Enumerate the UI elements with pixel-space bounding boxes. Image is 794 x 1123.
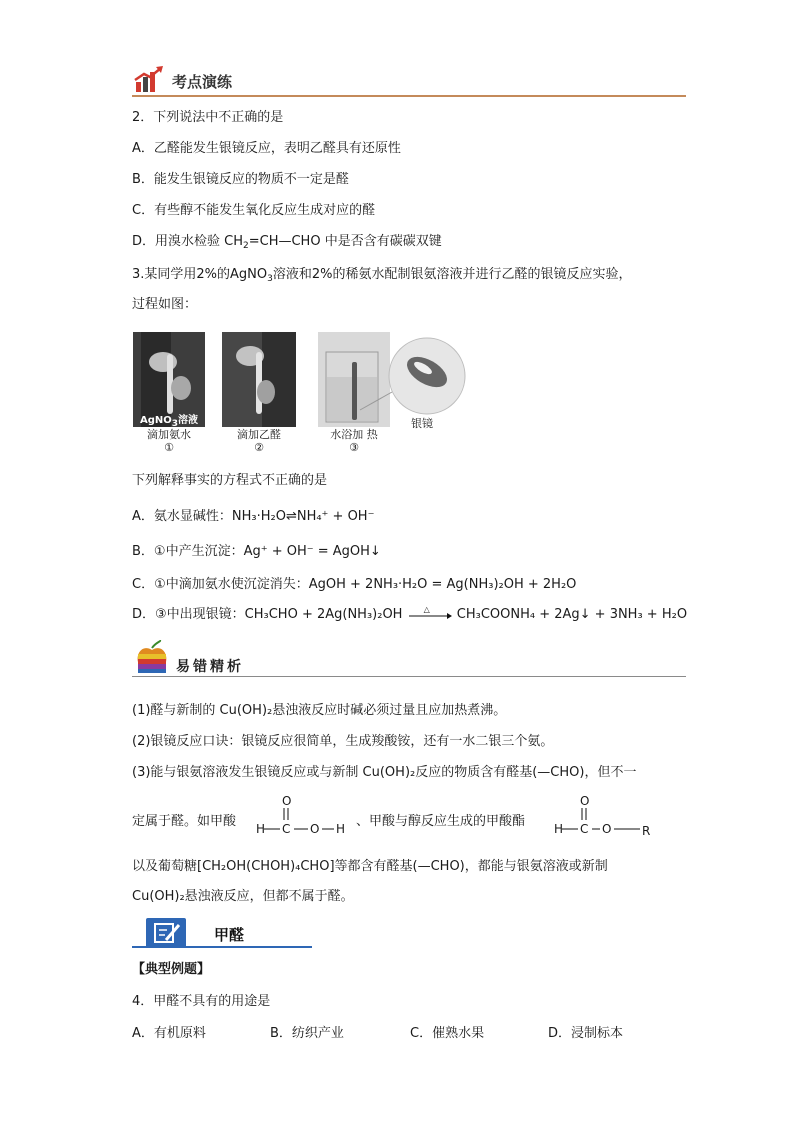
q4-stem: 4．甲醛不具有的用途是 bbox=[132, 994, 271, 1009]
note-1: (1)醛与新制的 Cu(OH)₂悬浊液反应时碱必须过量且应加热煮沸。 bbox=[132, 703, 507, 718]
q4-option-a: A．有机原料 bbox=[132, 1026, 206, 1041]
section-divider bbox=[132, 946, 312, 948]
q2-option-b: B．能发生银镜反应的物质不一定是醛 bbox=[132, 172, 349, 187]
caption-silver-mirror: 银镜 bbox=[411, 417, 433, 430]
chart-growth-icon bbox=[134, 66, 164, 94]
note-3-line4: Cu(OH)₂悬浊液反应，但都不属于醛。 bbox=[132, 889, 354, 904]
pencil-note-icon bbox=[152, 920, 182, 946]
note-3-line2-mid: 、甲酸与醇反应生成的甲酸酯 bbox=[356, 814, 526, 829]
section-title: 考点演练 bbox=[172, 73, 233, 91]
q4-option-d: D．浸制标本 bbox=[548, 1026, 624, 1041]
caption-num3: ③ bbox=[349, 441, 359, 454]
note-3-line3: 以及葡萄糖[CH₂OH(CHOH)₄CHO]等都含有醛基(—CHO)，都能与银氨溶液或新制 bbox=[132, 859, 608, 874]
section-title: 易错精析 bbox=[176, 659, 244, 675]
ester-h: H bbox=[554, 822, 564, 836]
formic-h1: H bbox=[256, 822, 266, 836]
section-divider bbox=[132, 95, 686, 97]
caption-num1: ① bbox=[164, 441, 174, 454]
note-3-line2-pre: 定属于醛。如甲酸 bbox=[132, 814, 237, 829]
q3-option-c: C．①中滴加氨水使沉淀消失：AgOH + 2NH₃·H₂O = Ag(NH₃)₂OH + 2H₂O bbox=[132, 577, 577, 592]
heat-arrow bbox=[407, 604, 453, 622]
ester-c: C bbox=[580, 822, 589, 836]
heat-condition: △ bbox=[423, 604, 430, 614]
section-title: 甲醛 bbox=[214, 926, 245, 944]
photo-step1 bbox=[133, 332, 205, 427]
caption-step2: 滴加乙醛 bbox=[237, 428, 281, 441]
apple-icon bbox=[134, 640, 170, 676]
q2-option-d: D．用溴水检验 $CH_2=CH—CHO$ 中是否含有碳碳双键 bbox=[132, 234, 442, 251]
q3-prompt: 下列解释事实的方程式不正确的是 bbox=[132, 473, 328, 488]
caption-num2: ② bbox=[254, 441, 264, 454]
ester-bonds bbox=[550, 808, 650, 836]
q2-option-a: A．乙醛能发生银镜反应，表明乙醛具有还原性 bbox=[132, 141, 401, 156]
ester-o: O bbox=[580, 794, 590, 808]
q3-stem-line2: 过程如图： bbox=[132, 297, 198, 312]
ester-r: R bbox=[642, 824, 651, 838]
q3-option-b: B．①中产生沉淀：Ag⁺ + OH⁻ = AgOH↓ bbox=[132, 544, 381, 559]
caption-step3: 水浴加 热 bbox=[330, 428, 378, 441]
q2-stem: 2．下列说法中不正确的是 bbox=[132, 110, 284, 125]
photo-step3 bbox=[318, 332, 390, 427]
caption-step1: 滴加氨水 bbox=[147, 428, 191, 441]
q2-option-c: C．有些醇不能发生氧化反应生成对应的醛 bbox=[132, 203, 376, 218]
photo-mirror-zoom bbox=[387, 336, 467, 416]
photo-label-agno3: AgNO$_3$溶液 bbox=[139, 415, 199, 429]
example-tag: 【典型例题】 bbox=[132, 962, 211, 977]
section-divider bbox=[132, 676, 686, 677]
note-2: (2)银镜反应口诀：银镜反应很简单，生成羧酸铵，还有一水二银三个氨。 bbox=[132, 734, 554, 749]
q4-option-c: C．催熟水果 bbox=[410, 1026, 485, 1041]
q4-option-b: B．纺织产业 bbox=[270, 1026, 344, 1041]
formic-h2: H bbox=[336, 822, 346, 836]
ester-o2: O bbox=[602, 822, 612, 836]
q3-option-a: A．氨水显碱性：NH₃·H₂O⇌NH₄⁺ + OH⁻ bbox=[132, 509, 375, 524]
zoom-pointer bbox=[358, 390, 394, 412]
q3-stem-line1: 3.某同学用2%的AgNO$_3$溶液和2%的稀氨水配制银氨溶液并进行乙醛的银镜反应实验， bbox=[132, 267, 632, 284]
formic-o: O bbox=[282, 794, 292, 808]
formic-o2: O bbox=[310, 822, 320, 836]
photo-step2 bbox=[222, 332, 296, 427]
note-3-line1: (3)能与银氨溶液发生银镜反应或与新制 Cu(OH)₂反应的物质含有醛基(—CHO)，但不一 bbox=[132, 765, 637, 780]
q3-option-d: D．③中出现银镜：CH₃CHO + 2Ag(NH₃)₂OH △ CH₃COONH₄ + 2Ag↓ + 3NH₃ + H₂O bbox=[132, 606, 687, 624]
formic-c: C bbox=[282, 822, 291, 836]
